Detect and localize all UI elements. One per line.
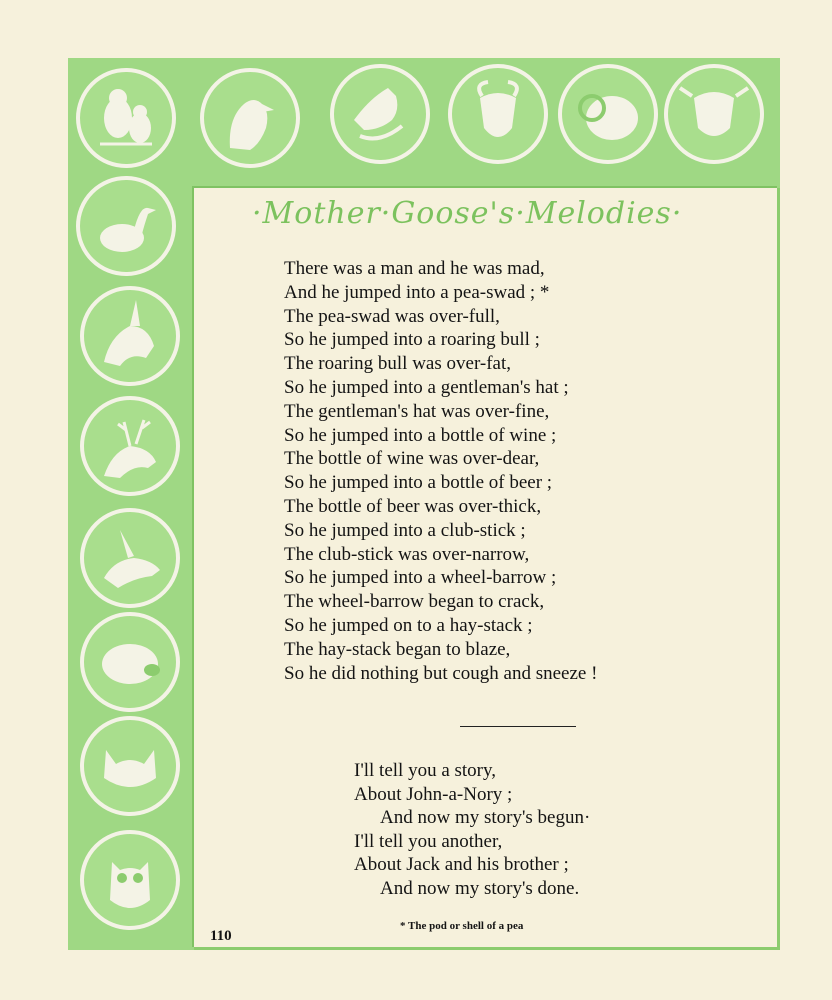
poem-line: The club-stick was over-narrow, (284, 543, 530, 565)
poem-line: So he jumped on to a hay-stack ; (284, 614, 533, 636)
poem-line: There was a man and he was mad, (284, 258, 545, 279)
poem-line: So he jumped into a club-stick ; (284, 519, 526, 541)
poem-line: About Jack and his brother ; (354, 854, 569, 875)
donkey-icon (80, 286, 180, 386)
pig-icon (80, 612, 180, 712)
poem-line: I'll tell you a story, (354, 760, 497, 781)
rabbit-icon (80, 508, 180, 608)
poem-line: The hay-stack began to blaze, (284, 638, 511, 660)
poem-line: The roaring bull was over-fat, (284, 353, 512, 375)
poem-line: The bottle of beer was over-thick, (284, 495, 542, 517)
poem-line: So he jumped into a bottle of wine ; (284, 424, 557, 446)
page-title: ·Mother·Goose's·Melodies· (252, 196, 683, 231)
poem-line: So he jumped into a roaring bull ; (284, 329, 540, 351)
horse-icon (330, 64, 430, 164)
poem-line: So he jumped into a wheel-barrow ; (284, 567, 557, 589)
poem-line: I'll tell you another, (354, 830, 503, 852)
footnote: * The pod or shell of a pea (400, 920, 524, 932)
poem-line: So he did nothing but cough and sneeze ! (284, 662, 598, 684)
section-divider (460, 726, 576, 727)
poem-line: So he jumped into a bottle of beer ; (284, 472, 553, 494)
birds-icon (76, 68, 176, 168)
poem-john-a-nory (354, 759, 714, 900)
cat-icon (80, 716, 180, 816)
poem-line: The wheel-barrow began to crack, (284, 591, 545, 613)
duck-icon (76, 176, 176, 276)
poem-line: So he jumped into a gentleman's hat ; (284, 376, 569, 398)
owl-icon (80, 830, 180, 930)
ram-icon (558, 64, 658, 164)
poem-man-who-was-mad (284, 257, 724, 685)
poem-line: The bottle of wine was over-dear, (284, 448, 540, 470)
poem-line: About John-a-Nory ; (354, 783, 513, 805)
poem-line: And now my story's done. (380, 877, 580, 899)
pigeon-icon (200, 68, 300, 168)
page-number: 110 (210, 928, 232, 944)
poem-line: The gentleman's hat was over-fine, (284, 400, 550, 422)
poem-line: And he jumped into a pea-swad ; * (284, 281, 550, 303)
poem-line: And now my story's begun· (380, 807, 591, 828)
cow-icon (664, 64, 764, 164)
goat-icon (448, 64, 548, 164)
deer-icon (80, 396, 180, 496)
poem-line: The pea-swad was over-full, (284, 305, 500, 327)
